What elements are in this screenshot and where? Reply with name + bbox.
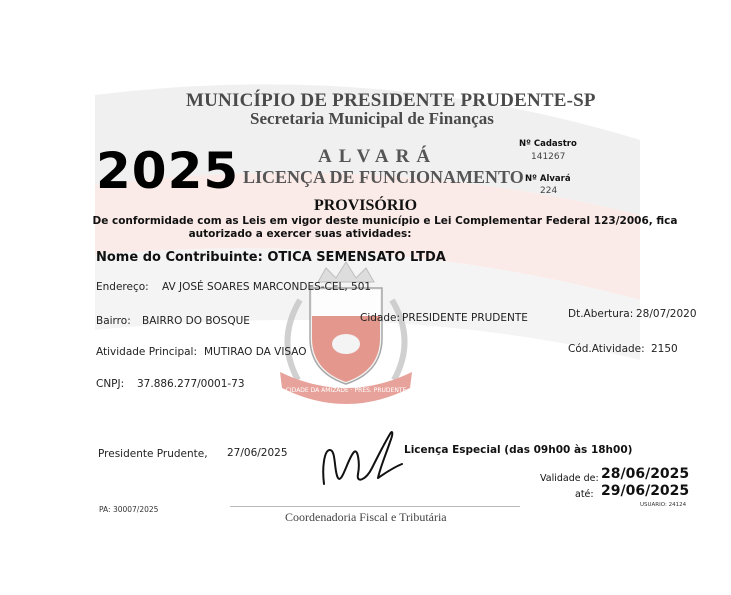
signature	[318, 428, 408, 498]
pa-number: PA: 30007/2025	[99, 505, 159, 514]
cadastro-value: 141267	[531, 152, 566, 162]
bairro-value: BAIRRO DO BOSQUE	[142, 315, 250, 327]
alvara-number-value: 224	[540, 186, 558, 196]
validade-value: 28/06/2025	[601, 466, 690, 482]
conformity-text-line1: De conformidade com as Leis em vigor deste município e Lei Complementar Federal 123/2006, fica	[92, 215, 678, 227]
status-provisorio: PROVISÓRIO	[313, 197, 418, 214]
taxpayer-line	[96, 250, 446, 265]
special-license-text: Licença Especial (das 09h00 às 18h00)	[404, 444, 633, 456]
cod-atividade-value: 2150	[651, 343, 678, 355]
cnpj-value: 37.886.277/0001-73	[137, 378, 245, 390]
abertura-value: 28/07/2020	[636, 308, 697, 320]
address-label: Endereço:	[96, 281, 149, 293]
document-subtitle: LICENÇA DE FUNCIONAMENTO	[243, 167, 524, 187]
year: 2025	[96, 142, 240, 200]
atividade-value: MUTIRAO DA VISAO	[204, 346, 307, 358]
cod-atividade-label: Cód.Atividade:	[568, 343, 645, 355]
abertura-label: Dt.Abertura:	[568, 308, 634, 320]
cidade-value: PRESIDENTE PRUDENTE	[402, 312, 528, 324]
ate-value: 29/06/2025	[601, 483, 690, 499]
usuario-id: USUARIO: 24124	[640, 502, 687, 508]
alvara-number-label: Nº Alvará	[525, 174, 571, 184]
atividade-label: Atividade Principal:	[96, 346, 198, 358]
department-name: Coordenadoria Fiscal e Tributária	[285, 510, 447, 524]
secretariat-title: Secretaria Municipal de Finanças	[250, 109, 494, 128]
signature-divider	[230, 506, 520, 507]
place-label: Presidente Prudente,	[98, 448, 208, 460]
municipality-title: MUNICÍPIO DE PRESIDENTE PRUDENTE-SP	[186, 90, 596, 111]
taxpayer-name: OTICA SEMENSATO LTDA	[267, 250, 446, 265]
bairro-label: Bairro:	[96, 315, 131, 327]
cnpj-label: CNPJ:	[96, 378, 125, 390]
seal-ribbon-text: CIDADE DA AMIZADE · PRES. PRUDENTE	[285, 387, 407, 394]
taxpayer-label: Nome do Contribuinte:	[96, 250, 263, 265]
issue-date: 27/06/2025	[227, 447, 288, 459]
cadastro-label: Nº Cadastro	[519, 139, 577, 149]
conformity-text-line2: autorizado a exercer suas atividades:	[188, 228, 412, 240]
address-value: AV JOSÉ SOARES MARCONDES-CEL, 501	[162, 281, 372, 293]
document-title: ALVARÁ	[318, 146, 438, 167]
validade-label: Validade de:	[540, 473, 599, 484]
cidade-label: Cidade:	[360, 312, 401, 324]
ate-label: até:	[575, 489, 594, 500]
